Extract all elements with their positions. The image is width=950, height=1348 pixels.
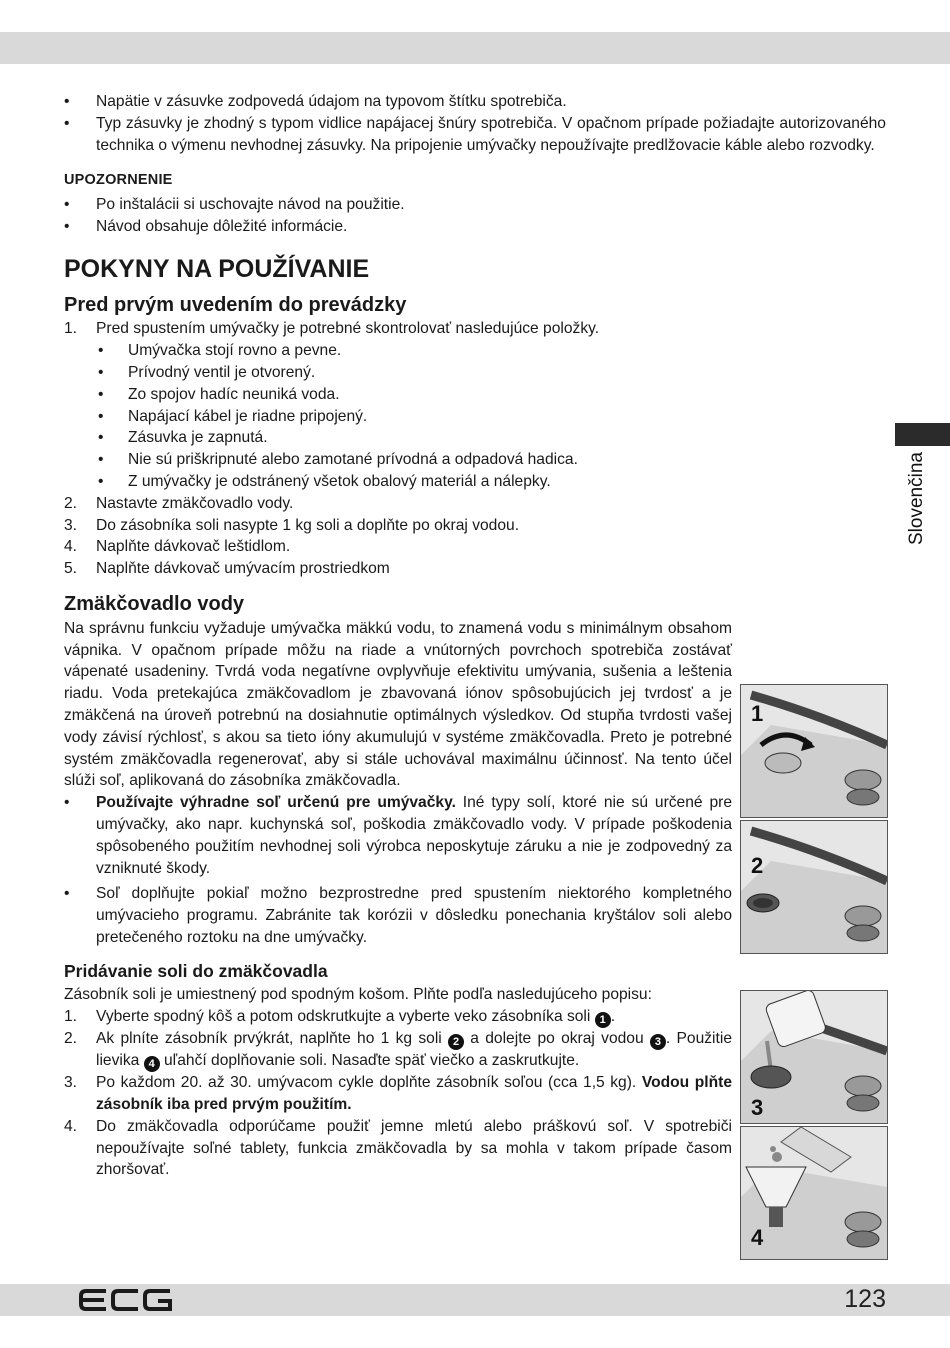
list-item: • Napätie v zásuvke zodpovedá údajom na typovom štítku spotrebiča. — [64, 91, 886, 113]
list-item: 1. Vyberte spodný kôš a potom odskrutkujte a vyberte veko zásobníka soli 1 . — [64, 1008, 616, 1027]
list-item: • Umývačka stojí rovno a pevne. — [64, 340, 886, 362]
figure-number: 2 — [751, 853, 764, 878]
checklist — [64, 340, 886, 493]
section-heading-softener: Zmäkčovadlo vody — [64, 592, 245, 615]
section-heading-first-use: Pred prvým uvedením do prevádzky — [64, 293, 407, 316]
list-item: 1. Pred spustením umývačky je potrebné skontrolovať nasledujúce položky. — [64, 320, 600, 338]
first-use-steps-cont — [64, 493, 886, 580]
softener-list — [64, 792, 732, 949]
list-item: • Soľ doplňujte pokiaľ možno bezprostredne pred spustením niektorého kompletného umývacieho programu. Zabránite tak korózii v dôsledku ponechania kryštálov soli alebo pretečeného roztoku na dne umývačky. — [64, 883, 732, 948]
list-item: • Napájací kábel je riadne pripojený. — [64, 406, 886, 428]
softener-paragraph: Na správnu funkciu vyžaduje umývačka mäkkú vodu, to znamená vodu s minimálnym obsahom vápnika. V opačnom prípade môžu na riade a vnútorných povrchoch spotrebiča zostávať vápenaté usadeniny. Tvrdá voda negatívne ovplyvňuje efektivitu umývania, sušenia a leštenia riadu. Voda pretekajúca zmäkčovadlom je zbavovaná iónov spôsobujúcich jej tvrdosť a je zmäkčená na úroveň potrebnú na dosiahnutie optimálnych výsledkov. Od stupňa tvrdosti vašej vody závisí rýchlosť, s akou sa tieto ióny akumulujú v systéme zmäkčovadla. Preto je potrebné systém zmäkčovadla regenerovať, aby si stále uchovával maximálnu účinnosť. Na tento účel slúži soľ, aplikovaná do zásobníka zmäkčovadla. — [64, 619, 732, 790]
page-content — [64, 91, 886, 1181]
warning-heading: UPOZORNENIE — [64, 172, 173, 189]
list-item: • Prívodný ventil je otvorený. — [64, 362, 886, 384]
list-item: 4. Naplňte dávkovač leštidlom. — [64, 538, 291, 556]
adding-salt-steps — [64, 1006, 732, 1181]
adding-salt-intro: Zásobník soli je umiestnený pod spodným košom. Plňte podľa nasledujúceho popisu: — [64, 986, 652, 1004]
step-marker-icon: 2 — [448, 1034, 464, 1050]
section-heading-adding-salt: Pridávanie soli do zmäkčovadla — [64, 960, 328, 981]
warning-list — [64, 194, 886, 238]
header-bar — [0, 32, 950, 64]
list-item: • Zo spojov hadíc neuniká voda. — [64, 384, 886, 406]
list-item: • Typ zásuvky je zhodný s typom vidlice napájacej šnúry spotrebiča. V opačnom prípade požiadajte autorizovaného technika o výmenu nevhodnej zásuvky. Na pripojenie umývačky nepoužívajte predlžovacie káble alebo rozvodky. — [64, 113, 886, 157]
list-item: 5. Naplňte dávkovač umývacím prostriedkom — [64, 560, 390, 578]
step-marker-icon: 1 — [595, 1012, 611, 1028]
first-use-steps — [64, 318, 886, 340]
step-marker-icon: 4 — [144, 1056, 160, 1072]
list-item: • Návod obsahuje dôležité informácie. — [64, 216, 886, 238]
list-item: 3. Po každom 20. až 30. umývacom cykle doplňte zásobník soľou (cca 1,5 kg). Vodou plňte zásobník iba pred prvým použitím. — [64, 1074, 732, 1114]
illustration-step-1 — [740, 684, 888, 818]
figure-number: 1 — [751, 701, 764, 726]
illustration-step-4 — [740, 1126, 888, 1260]
page-number: 123 — [844, 1285, 886, 1313]
list-item: • Nie sú priškripnuté alebo zamotané prívodná a odpadová hadica. — [64, 449, 886, 471]
list-item: 3. Do zásobníka soli nasypte 1 kg soli a doplňte po okraj vodou. — [64, 516, 520, 534]
list-item: 4. Do zmäkčovadla odporúčame použiť jemne mletú alebo práškovú soľ. V spotrebiči nepoužívajte soľné tablety, funkcia zmäkčovadla by sa mohla v takom prípade časom zhoršovať. — [64, 1117, 732, 1179]
language-label: Slovenčina — [906, 452, 927, 545]
page-title: POKYNY NA POUŽÍVANIE — [64, 254, 370, 283]
list-item: 2. Ak plníte zásobník prvýkrát, naplňte ho 1 kg soli 2 a dolejte po okraj vodou 3 . Použitie lievika 4 uľahčí doplňovanie soli. Nasaďte späť viečko a zaskrutkujte. — [64, 1030, 732, 1071]
list-item: • Používajte výhradne soľ určenú pre umývačky. Iné typy solí, ktoré nie sú určené pre umývačky, ako napr. kuchynská soľ, poškodia zmäkčovadlo vody. V prípade poškodenia spôsobeného použitím nevhodnej soli výrobca neposkytuje záruku a nie je zodpovedný za vzniknuté škody. — [64, 792, 732, 879]
list-item: • Z umývačky je odstránený všetok obalový materiál a nálepky. — [64, 471, 886, 493]
illustration-step-3 — [740, 990, 888, 1124]
illustration-step-2 — [740, 820, 888, 954]
figure-number: 4 — [751, 1225, 764, 1250]
intro-list — [64, 91, 886, 156]
list-item: 2. Nastavte zmäkčovadlo vody. — [64, 494, 294, 512]
list-item: • Po inštalácii si uschovajte návod na použitie. — [64, 194, 886, 216]
brand-logo — [78, 1288, 174, 1317]
language-tab-marker — [895, 423, 950, 446]
list-item: • Zásuvka je zapnutá. — [64, 427, 886, 449]
step-marker-icon: 3 — [650, 1034, 666, 1050]
figure-number: 3 — [751, 1095, 764, 1120]
